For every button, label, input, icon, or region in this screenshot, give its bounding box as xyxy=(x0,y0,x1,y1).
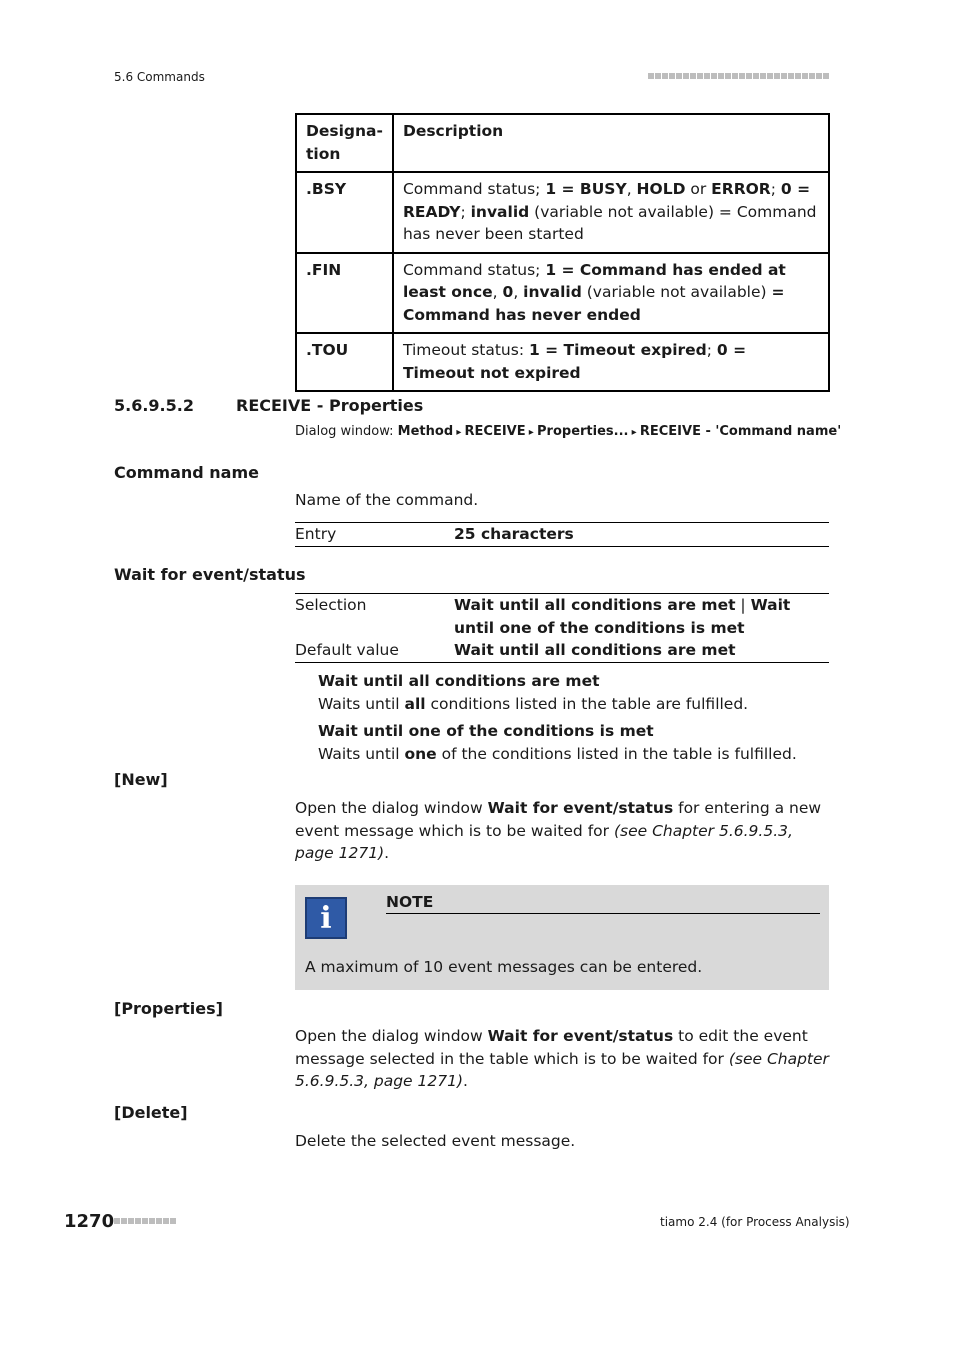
decor-square xyxy=(135,1218,141,1224)
designation-table xyxy=(295,113,830,392)
chapter-reference-link[interactable]: (see Chapter 5.6.9.5.3, page 1271) xyxy=(295,821,793,862)
text-span: , xyxy=(626,180,637,198)
breadcrumb-item: RECEIVE - 'Command name' xyxy=(639,424,842,439)
option-all-title: Wait until all conditions are met xyxy=(318,672,600,690)
text-span: ; xyxy=(770,180,781,198)
text-span: Waits until xyxy=(318,744,405,763)
command-name-text: Name of the command. xyxy=(295,491,479,509)
text-span: for entering a new event message which is to be waited for xyxy=(295,799,822,840)
description-cell xyxy=(393,333,829,391)
decor-square xyxy=(739,73,745,79)
entry-value: 25 characters xyxy=(454,525,574,543)
text-span: . xyxy=(463,1072,468,1090)
text-bold: ERROR xyxy=(711,180,771,198)
entry-key: Entry xyxy=(295,525,337,543)
description-cell xyxy=(393,253,829,334)
header-decoration xyxy=(648,73,829,79)
section-title: RECEIVE - Properties xyxy=(236,396,424,415)
decor-square xyxy=(795,73,801,79)
text-span: conditions listed in the table are fulfilled. xyxy=(425,694,749,713)
decor-square xyxy=(760,73,766,79)
decor-square xyxy=(170,1218,176,1224)
table-row xyxy=(296,172,829,253)
decor-square xyxy=(121,1218,127,1224)
dialog-breadcrumb xyxy=(398,424,842,439)
info-icon: i xyxy=(305,897,347,939)
text-bold: 0 = READY xyxy=(402,180,811,221)
selection-value xyxy=(454,594,829,639)
text-bold: invalid xyxy=(470,202,530,221)
text-bold: invalid xyxy=(523,283,582,301)
decor-square xyxy=(767,73,773,79)
table-row xyxy=(296,333,829,391)
page-number: 1270 xyxy=(64,1211,115,1232)
note-box xyxy=(295,885,829,990)
option-one-text xyxy=(318,743,828,766)
decor-square xyxy=(676,73,682,79)
command-name-entry-table xyxy=(295,522,829,547)
text-bold: Wait for event/status xyxy=(487,799,674,817)
text-bold: 1 = Timeout expired xyxy=(528,341,707,359)
decor-square xyxy=(156,1218,162,1224)
text-span: (variable not available) xyxy=(581,283,772,301)
properties-button-label: [Properties] xyxy=(114,999,223,1018)
default-value: Wait until all conditions are met xyxy=(454,641,736,659)
decor-square xyxy=(732,73,738,79)
decor-square xyxy=(802,73,808,79)
breadcrumb-item: Properties... xyxy=(537,424,629,439)
decor-square xyxy=(697,73,703,79)
decor-square xyxy=(809,73,815,79)
section-heading xyxy=(114,396,423,415)
selection-option-one: Wait until one of the conditions is met xyxy=(454,596,791,637)
decor-square xyxy=(683,73,689,79)
note-title: NOTE xyxy=(386,893,820,914)
breadcrumb-arrow-icon: ▸ xyxy=(628,427,640,438)
chapter-reference-link[interactable]: (see Chapter 5.6.9.5.3, page 1271) xyxy=(295,1049,829,1090)
designation-cell: .TOU xyxy=(296,333,393,391)
option-one-title: Wait until one of the conditions is met xyxy=(318,722,654,740)
text-span: (variable not available) = Command has never been started xyxy=(402,202,817,243)
decor-square xyxy=(655,73,661,79)
running-header-section: 5.6 Commands xyxy=(114,70,205,84)
decor-square xyxy=(816,73,822,79)
wait-label: Wait for event/status xyxy=(114,565,306,584)
text-bold: HOLD xyxy=(636,180,686,198)
designation-cell: .FIN xyxy=(296,253,393,334)
decor-square xyxy=(149,1218,155,1224)
text-span: to edit the event message selected in the table which is to be waited for xyxy=(295,1027,808,1068)
description-header: Description xyxy=(393,114,829,172)
wait-selection-table xyxy=(295,593,829,663)
table-row xyxy=(296,253,829,334)
breadcrumb-arrow-icon: ▸ xyxy=(525,427,538,438)
new-button-text xyxy=(295,797,830,865)
selection-key: Selection xyxy=(295,596,367,614)
properties-button-text xyxy=(295,1025,830,1093)
text-span: Command status; xyxy=(402,260,546,279)
decor-square xyxy=(142,1218,148,1224)
option-all-description xyxy=(318,670,828,715)
decor-square xyxy=(781,73,787,79)
decor-square xyxy=(711,73,717,79)
designation-header: Designa- tion xyxy=(296,114,393,172)
selection-option-all: Wait until all conditions are met xyxy=(454,596,736,614)
text-span: Open the dialog window xyxy=(295,799,488,817)
decor-square xyxy=(163,1218,169,1224)
designation-cell: .BSY xyxy=(296,172,393,253)
text-span: , xyxy=(513,283,524,301)
decor-square xyxy=(669,73,675,79)
decor-square xyxy=(823,73,829,79)
delete-button-text: Delete the selected event message. xyxy=(295,1132,576,1150)
text-bold: all xyxy=(404,694,426,713)
decor-square xyxy=(753,73,759,79)
decor-square xyxy=(662,73,668,79)
text-bold: Wait for event/status xyxy=(487,1027,674,1045)
footer-product: tiamo 2.4 (for Process Analysis) xyxy=(660,1215,850,1229)
decor-square xyxy=(746,73,752,79)
text-bold: 1 = BUSY xyxy=(545,180,627,198)
text-span: , xyxy=(492,283,503,301)
footer-decoration xyxy=(114,1218,176,1224)
text-bold: one xyxy=(404,744,437,763)
option-all-text xyxy=(318,693,828,716)
text-bold: 0 = Timeout not expired xyxy=(402,341,747,382)
table-header-row xyxy=(296,114,829,172)
breadcrumb-item: RECEIVE xyxy=(464,424,526,439)
decor-square xyxy=(788,73,794,79)
decor-square xyxy=(774,73,780,79)
decor-square xyxy=(690,73,696,79)
text-bold: = Command has never ended xyxy=(402,283,785,324)
section-number: 5.6.9.5.2 xyxy=(114,396,194,415)
description-cell xyxy=(393,172,829,253)
option-one-description xyxy=(318,720,828,765)
text-span: ; xyxy=(460,202,471,221)
decor-square xyxy=(128,1218,134,1224)
text-span: Command status; xyxy=(402,180,546,198)
dialog-path xyxy=(295,424,841,439)
delete-button-label: [Delete] xyxy=(114,1103,188,1122)
decor-square xyxy=(718,73,724,79)
text-span: ; xyxy=(706,341,717,359)
text-span: Open the dialog window xyxy=(295,1027,488,1045)
text-bold: 0 xyxy=(502,283,514,301)
new-button-label: [New] xyxy=(114,770,168,789)
text-span: . xyxy=(384,844,390,862)
text-span: of the conditions listed in the table is fulfilled. xyxy=(436,744,797,763)
text-span: Timeout status: xyxy=(402,341,529,359)
decor-square xyxy=(648,73,654,79)
text-span: Waits until xyxy=(318,694,405,713)
command-name-label: Command name xyxy=(114,463,259,482)
decor-square xyxy=(114,1218,120,1224)
dialog-prefix: Dialog window: xyxy=(295,424,398,439)
default-key: Default value xyxy=(295,641,399,659)
breadcrumb-item: Method xyxy=(397,424,454,439)
note-body: A maximum of 10 event messages can be entered. xyxy=(305,958,703,976)
text-span: or xyxy=(685,180,712,198)
text-bold: 1 = Command has ended at least once xyxy=(402,260,786,301)
decor-square xyxy=(725,73,731,79)
decor-square xyxy=(704,73,710,79)
breadcrumb-arrow-icon: ▸ xyxy=(453,427,465,438)
selection-separator: | xyxy=(735,596,751,614)
